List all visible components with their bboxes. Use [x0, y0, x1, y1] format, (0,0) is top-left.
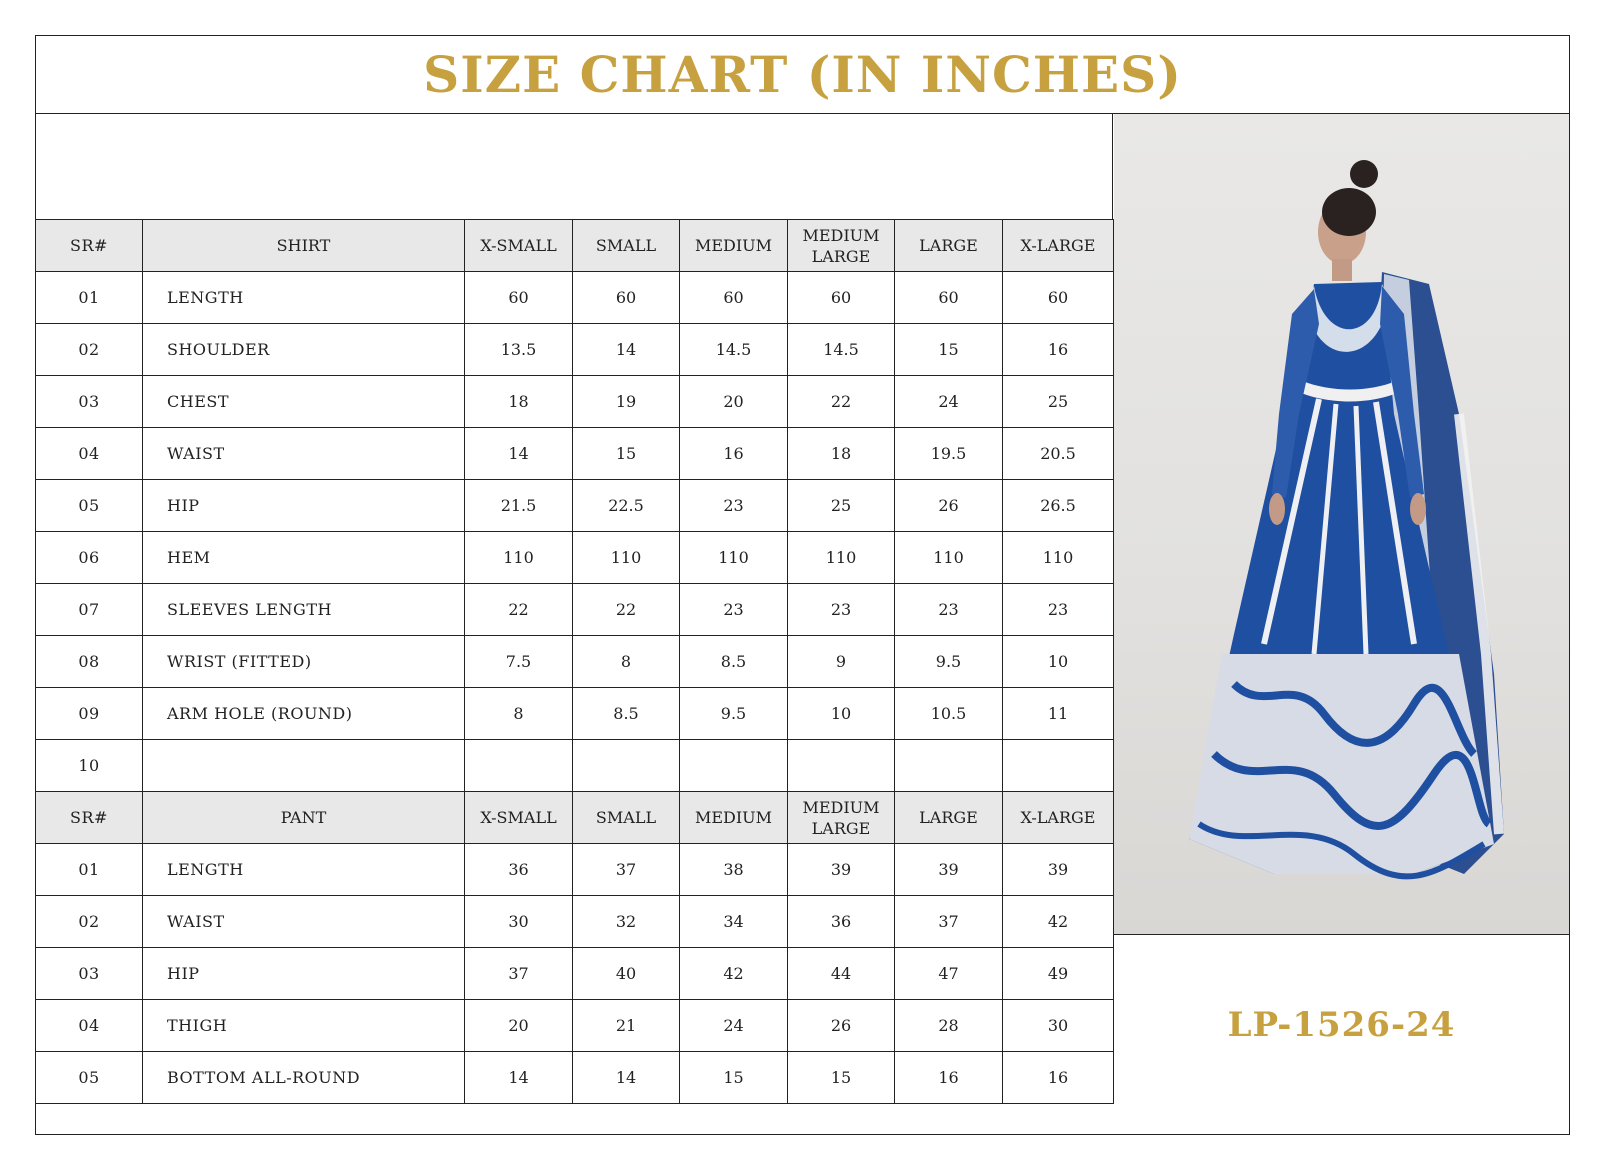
size-value: 18 [788, 428, 895, 480]
size-value: 21.5 [465, 480, 573, 532]
size-value: 36 [465, 844, 573, 896]
size-value [895, 740, 1003, 792]
size-value [788, 740, 895, 792]
row-number: 03 [36, 948, 143, 1000]
size-value: 20 [465, 1000, 573, 1052]
size-value: 36 [788, 896, 895, 948]
column-header: X-LARGE [1003, 220, 1114, 272]
size-value: 39 [895, 844, 1003, 896]
size-value: 30 [1003, 1000, 1114, 1052]
size-value: 26 [895, 480, 1003, 532]
size-value: 110 [1003, 532, 1114, 584]
column-header: LARGE [895, 792, 1003, 844]
table-row [36, 272, 1114, 324]
row-number: 04 [36, 1000, 143, 1052]
size-value: 110 [680, 532, 788, 584]
size-value: 16 [680, 428, 788, 480]
size-value: 34 [680, 896, 788, 948]
row-number: 06 [36, 532, 143, 584]
row-number: 02 [36, 896, 143, 948]
title-band [35, 35, 1570, 114]
size-value: 25 [788, 480, 895, 532]
row-number: 10 [36, 740, 143, 792]
row-number: 08 [36, 636, 143, 688]
size-value: 15 [788, 1052, 895, 1104]
size-value: 38 [680, 844, 788, 896]
column-header: SR# [36, 792, 143, 844]
size-value: 14.5 [788, 324, 895, 376]
column-header: MEDIUM LARGE [788, 220, 895, 272]
size-value: 20 [680, 376, 788, 428]
row-number: 09 [36, 688, 143, 740]
column-header: X-LARGE [1003, 792, 1114, 844]
row-number: 01 [36, 272, 143, 324]
size-value: 23 [895, 584, 1003, 636]
size-value: 15 [680, 1052, 788, 1104]
size-value: 24 [895, 376, 1003, 428]
row-number: 07 [36, 584, 143, 636]
table-row [36, 480, 1114, 532]
size-value: 110 [788, 532, 895, 584]
size-value [1003, 740, 1114, 792]
size-value: 9 [788, 636, 895, 688]
size-value: 15 [895, 324, 1003, 376]
table-row [36, 428, 1114, 480]
row-number: 04 [36, 428, 143, 480]
page-title: SIZE CHART (IN INCHES) [423, 44, 1182, 104]
column-header: X-SMALL [465, 792, 573, 844]
size-value: 25 [1003, 376, 1114, 428]
measurement-label: SHOULDER [143, 324, 465, 376]
table-row [36, 1000, 1114, 1052]
measurement-label: HIP [143, 948, 465, 1000]
measurement-label: SLEEVES LENGTH [143, 584, 465, 636]
column-header: MEDIUM [680, 792, 788, 844]
size-value: 24 [680, 1000, 788, 1052]
size-value [680, 740, 788, 792]
size-value: 60 [895, 272, 1003, 324]
size-value: 49 [1003, 948, 1114, 1000]
size-value: 37 [573, 844, 680, 896]
measurement-label: WRIST (FITTED) [143, 636, 465, 688]
size-value: 10 [1003, 636, 1114, 688]
size-value: 9.5 [680, 688, 788, 740]
size-value: 13.5 [465, 324, 573, 376]
size-value: 30 [465, 896, 573, 948]
size-value: 60 [465, 272, 573, 324]
size-value: 60 [1003, 272, 1114, 324]
size-value: 42 [680, 948, 788, 1000]
size-value: 39 [1003, 844, 1114, 896]
table-row [36, 376, 1114, 428]
blank-band [35, 114, 1113, 219]
size-value: 16 [895, 1052, 1003, 1104]
size-value: 14.5 [680, 324, 788, 376]
size-value [465, 740, 573, 792]
size-value: 23 [680, 480, 788, 532]
size-value [573, 740, 680, 792]
table-row [36, 740, 1114, 792]
row-number: 05 [36, 1052, 143, 1104]
table-row [36, 584, 1114, 636]
measurement-label [143, 740, 465, 792]
size-value: 14 [465, 428, 573, 480]
size-value: 32 [573, 896, 680, 948]
pant-header-row [36, 792, 1114, 844]
measurement-label: WAIST [143, 896, 465, 948]
size-value: 60 [788, 272, 895, 324]
size-value: 23 [1003, 584, 1114, 636]
size-value: 21 [573, 1000, 680, 1052]
measurement-label: ARM HOLE (ROUND) [143, 688, 465, 740]
measurement-label: BOTTOM ALL-ROUND [143, 1052, 465, 1104]
table-row [36, 844, 1114, 896]
column-header: MEDIUM LARGE [788, 792, 895, 844]
column-header: PANT [143, 792, 465, 844]
size-value: 110 [895, 532, 1003, 584]
table-row [36, 532, 1114, 584]
size-value: 14 [465, 1052, 573, 1104]
size-value: 20.5 [1003, 428, 1114, 480]
size-value: 8.5 [680, 636, 788, 688]
size-value: 19.5 [895, 428, 1003, 480]
column-header: X-SMALL [465, 220, 573, 272]
row-number: 02 [36, 324, 143, 376]
table-row [36, 948, 1114, 1000]
measurement-label: CHEST [143, 376, 465, 428]
table-row [36, 324, 1114, 376]
size-value: 7.5 [465, 636, 573, 688]
table-row [36, 688, 1114, 740]
size-value: 22 [573, 584, 680, 636]
size-value: 23 [788, 584, 895, 636]
product-code: LP-1526-24 [1227, 1005, 1456, 1045]
measurement-label: HIP [143, 480, 465, 532]
model-photo [1114, 114, 1569, 935]
size-value: 22 [465, 584, 573, 636]
row-number: 05 [36, 480, 143, 532]
size-value: 39 [788, 844, 895, 896]
column-header: SHIRT [143, 220, 465, 272]
size-value: 10.5 [895, 688, 1003, 740]
size-value: 60 [680, 272, 788, 324]
size-value: 18 [465, 376, 573, 428]
column-header: LARGE [895, 220, 1003, 272]
size-value: 22.5 [573, 480, 680, 532]
measurement-label: HEM [143, 532, 465, 584]
size-value: 44 [788, 948, 895, 1000]
size-value: 37 [465, 948, 573, 1000]
size-value: 14 [573, 1052, 680, 1104]
row-number: 03 [36, 376, 143, 428]
size-value: 8 [573, 636, 680, 688]
size-value: 14 [573, 324, 680, 376]
column-header: MEDIUM [680, 220, 788, 272]
measurement-label: WAIST [143, 428, 465, 480]
row-number: 01 [36, 844, 143, 896]
size-value: 16 [1003, 324, 1114, 376]
size-value: 110 [465, 532, 573, 584]
column-header: SR# [36, 220, 143, 272]
size-value: 26.5 [1003, 480, 1114, 532]
size-value: 8 [465, 688, 573, 740]
column-header: SMALL [573, 220, 680, 272]
size-value: 110 [573, 532, 680, 584]
size-value: 22 [788, 376, 895, 428]
size-value: 10 [788, 688, 895, 740]
measurement-label: LENGTH [143, 272, 465, 324]
size-value: 16 [1003, 1052, 1114, 1104]
size-value: 9.5 [895, 636, 1003, 688]
size-value: 23 [680, 584, 788, 636]
size-value: 26 [788, 1000, 895, 1052]
size-value: 28 [895, 1000, 1003, 1052]
size-value: 47 [895, 948, 1003, 1000]
column-header: SMALL [573, 792, 680, 844]
measurement-label: LENGTH [143, 844, 465, 896]
table-row [36, 636, 1114, 688]
table-row [36, 896, 1114, 948]
shirt-header-row [36, 220, 1114, 272]
model-photo-icon [1114, 114, 1569, 935]
size-value: 40 [573, 948, 680, 1000]
size-value: 8.5 [573, 688, 680, 740]
size-value: 19 [573, 376, 680, 428]
measurement-label: THIGH [143, 1000, 465, 1052]
size-value: 11 [1003, 688, 1114, 740]
size-value: 15 [573, 428, 680, 480]
size-value: 42 [1003, 896, 1114, 948]
size-value: 37 [895, 896, 1003, 948]
size-table [35, 219, 1114, 1104]
table-row [36, 1052, 1114, 1104]
size-value: 60 [573, 272, 680, 324]
